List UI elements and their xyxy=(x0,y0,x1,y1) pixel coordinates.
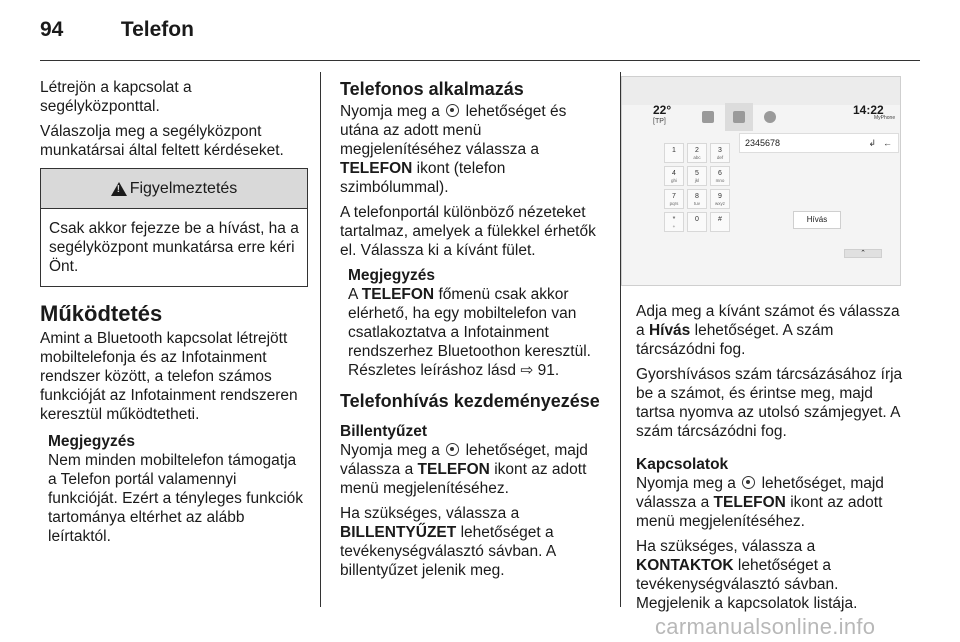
text: lehetőséget és utána az adott menü megjelenítéséhez válassza a xyxy=(340,103,567,158)
column-divider-1 xyxy=(320,72,321,607)
keypad-key[interactable] xyxy=(687,189,707,209)
key-letters: + xyxy=(672,224,676,229)
note xyxy=(340,266,600,380)
keypad-key[interactable] xyxy=(664,143,684,163)
bold-text: TELEFON xyxy=(417,461,490,478)
column-1 xyxy=(40,78,308,552)
paragraph: Gyorshívásos szám tárcsázásához írja be a számot, és érintse meg, majd tartsa nyomva az utolsó számjegyet. A szám tárcsázódni fog. xyxy=(636,366,903,440)
key-letters: pqrs xyxy=(669,201,679,206)
bold-text: TELEFON xyxy=(713,494,786,511)
key-digit: 6 xyxy=(718,170,722,177)
page-reference-link[interactable]: 91. xyxy=(537,362,560,379)
keypad-tab-icon[interactable] xyxy=(725,103,753,131)
screen-phone-status: MyPhone xyxy=(874,115,896,121)
keypad-key[interactable] xyxy=(664,212,684,232)
heading-telefonhivas: Telefonhívás kezdeményezése xyxy=(340,391,600,411)
text: Ha szükséges, válassza a xyxy=(340,505,520,522)
paragraph xyxy=(340,102,600,197)
screen-collapse-chevron-icon[interactable]: ⌃ xyxy=(844,249,882,258)
key-digit: 0 xyxy=(695,216,699,223)
text: ikont az adott menü megjelenítéséhez. xyxy=(340,461,587,497)
note-label: Megjegyzés xyxy=(348,267,436,284)
keypad-key[interactable] xyxy=(710,189,730,209)
paragraph xyxy=(340,441,600,498)
backspace-icon[interactable]: ← xyxy=(883,138,892,148)
keypad-key[interactable] xyxy=(687,166,707,186)
text: lehetőséget a tevékenységválasztó sávban. A billentyűzet jelenik meg. xyxy=(340,524,556,579)
dialed-number: 2345678 xyxy=(745,138,781,148)
key-digit: # xyxy=(718,216,722,223)
paragraph xyxy=(340,504,600,580)
key-digit: 4 xyxy=(672,170,676,177)
warning-box xyxy=(40,168,308,287)
key-digit: * xyxy=(672,216,676,223)
key-letters: ghi xyxy=(670,178,677,183)
screen-time: 14:22 xyxy=(853,103,884,117)
text: lehetőséget. A szám tárcsázódni fog. xyxy=(636,322,834,358)
paragraph: A telefonportál különböző nézeteket tartalmaz, amelyek a fülekkel érhetők el. Válassza ki a kívánt fület. xyxy=(340,204,596,259)
keypad-key[interactable] xyxy=(687,212,707,232)
text: Nyomja meg a xyxy=(340,442,440,459)
text: Nyomja meg a xyxy=(340,103,440,120)
note xyxy=(40,432,308,546)
page-number: 94 xyxy=(40,18,64,41)
keypad-key[interactable] xyxy=(710,166,730,186)
header-rule xyxy=(40,60,920,61)
bold-text: Hívás xyxy=(648,322,691,339)
music-tab-icon[interactable] xyxy=(694,103,722,131)
settings-gear-icon xyxy=(446,443,459,456)
paragraph xyxy=(636,302,904,359)
heading-kapcsolatok: Kapcsolatok xyxy=(636,456,729,473)
warning-text: Csak akkor fejezze be a hívást, ha a segélyközpont munkatársa erre kéri Önt. xyxy=(49,220,299,275)
screen-status-bar xyxy=(622,77,901,105)
column-2 xyxy=(340,78,600,586)
key-digit: 1 xyxy=(672,147,676,154)
key-letters: jkl xyxy=(694,178,700,183)
heading-mukodtetes: Működtetés xyxy=(40,301,163,326)
paragraph xyxy=(636,474,904,531)
paragraph: Amint a Bluetooth kapcsolat létrejött mobiltelefonja és az Infotainment rendszer között, a telefon számos funkcióját az Infotainment rendszeren keresztül működtetheti. xyxy=(40,330,298,423)
text: A xyxy=(348,286,358,303)
key-letters: def xyxy=(716,155,724,160)
contacts-tab-icon[interactable] xyxy=(756,103,784,131)
screen-number-field[interactable] xyxy=(739,133,899,153)
note-text: Nem minden mobiltelefon támogatja a Telefon portál valamennyi funkcióját. Ezért a tényleges funkciók tartománya eltérhet az alább leírtaktól. xyxy=(48,452,304,545)
bold-text: BILLENTYŰZET xyxy=(340,524,457,541)
heading-billentyuzet: Billentyűzet xyxy=(340,423,427,440)
key-letters: mno xyxy=(715,178,725,183)
watermark: carmanualsonline.info xyxy=(655,614,876,639)
key-digit: 2 xyxy=(695,147,699,154)
warning-triangle-icon: ! xyxy=(111,182,127,196)
settings-gear-icon xyxy=(742,476,755,489)
paragraph: Válaszolja meg a segélyközpont munkatársai által feltett kérdéseket. xyxy=(40,123,284,159)
page-header xyxy=(40,18,194,42)
note-text xyxy=(348,285,600,380)
warning-title: Figyelmeztetés xyxy=(129,180,238,197)
text: Adja meg a kívánt számot és válassza a xyxy=(636,303,900,339)
text: Ha szükséges, válassza a xyxy=(636,538,816,555)
paragraph xyxy=(636,537,904,613)
keypad-key[interactable] xyxy=(687,143,707,163)
key-letters: tuv xyxy=(693,201,700,206)
key-letters: abc xyxy=(693,155,701,160)
key-letters: wxyz xyxy=(715,201,725,206)
text: lehetőséget a tevékenységválasztó sávban. Megjelenik a kapcsolatok listája. xyxy=(636,557,858,612)
text: ikont az adott menü megjelenítéséhez. xyxy=(636,494,883,530)
keypad-key[interactable] xyxy=(710,143,730,163)
screen-temperature: 22° xyxy=(653,103,672,117)
screen-keypad xyxy=(664,143,730,232)
settings-gear-icon xyxy=(446,104,459,117)
key-digit: 5 xyxy=(695,170,699,177)
bold-text: TELEFON xyxy=(340,160,413,177)
bold-text: KONTAKTOK xyxy=(636,557,734,574)
keypad-key[interactable] xyxy=(710,212,730,232)
key-digit: 9 xyxy=(718,193,722,200)
redial-icon[interactable]: ↲ xyxy=(868,138,876,148)
key-digit: 3 xyxy=(718,147,722,154)
note-label: Megjegyzés xyxy=(48,433,136,450)
column-3 xyxy=(636,302,904,619)
page-ref-arrow-icon: ⇨ xyxy=(520,362,534,379)
keypad-key[interactable] xyxy=(664,166,684,186)
text: főmenü csak akkor elérhető, ha egy mobiltelefon van csatlakoztatva a Infotainment rendszerhez Bluetoothon keresztül. Részletes leíráshoz lásd xyxy=(348,286,591,379)
keypad-key[interactable] xyxy=(664,189,684,209)
screen-call-button[interactable]: Hívás xyxy=(793,211,841,229)
paragraph: Létrejön a kapcsolat a segélyközponttal. xyxy=(40,79,192,115)
text: Nyomja meg a xyxy=(636,475,736,492)
section-title: Telefon xyxy=(120,18,194,41)
key-digit: 8 xyxy=(695,193,699,200)
warning-header xyxy=(41,169,307,209)
heading-telefonos-alkalmazas: Telefonos alkalmazás xyxy=(340,79,524,99)
screen-tp-indicator: [TP] xyxy=(653,118,666,125)
text: ikont (telefon szimbólummal). xyxy=(340,160,506,196)
screen-tab-bar xyxy=(694,103,787,131)
text: lehetőséget, majd válassza a xyxy=(340,442,588,478)
text: lehetőséget, majd válassza a xyxy=(636,475,884,511)
bold-text: TELEFON xyxy=(361,286,435,303)
key-digit: 7 xyxy=(672,193,676,200)
